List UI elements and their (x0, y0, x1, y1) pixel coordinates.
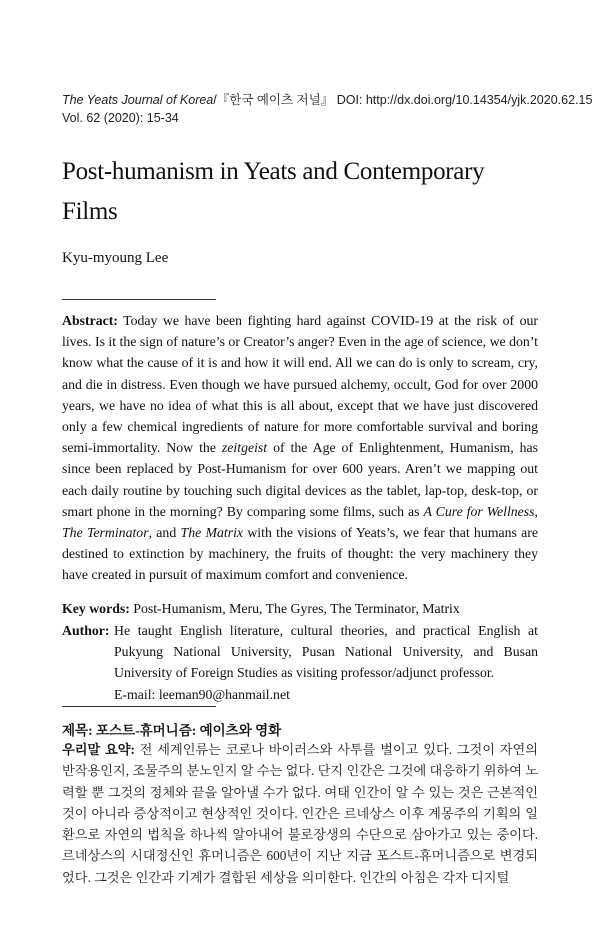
abstract-separator-1: , (534, 503, 538, 519)
author-email[interactable]: E-mail: leeman90@hanmail.net (114, 686, 290, 702)
author-name: Kyu-myoung Lee (62, 250, 169, 266)
journal-name: The Yeats Journal of Korea (62, 93, 214, 107)
divider (62, 299, 216, 300)
korean-summary-text: 전 세계인류는 코로나 바이러스와 사투를 벌이고 있다. 그것이 자연의 반작용인지, 조물주의 분노인지 알 수는 없다. 단지 인간은 그것에 대응하기 위하여 노력할 뿐 그것의 정체와 끝을 알아낼 수가 없다. 여태 인간이 알 수 있는 것은 근본적인 것이 아니라 증상적이고 현상적인 것이다. 인간은 르네상스 이후 계몽주의 기획의 일환으로 자연의 법칙을 하나씩 알아내어 불로장생의 수단으로 삼아가고 있는 중이다. 르네상스의 시대정신인 휴머니즘은 600년이 지난 지금 포스트-휴머니즘으로 변경되었다. 그것은 인간과 기계가 결합된 세상을 의미한다. 인간의 아침은 각자 디지털 (62, 742, 538, 885)
keywords (62, 598, 538, 619)
doi-link[interactable]: DOI: http://dx.doi.org/10.14354/yjk.2020.62.15 (333, 93, 593, 107)
abstract-text-1: Today we have been fighting hard against COVID-19 at the risk of our lives. Is it the sign of nature’s or Creator’s anger? Even in the age of science, we don’t know what the cause of it is and how it will end. All we can do is only to scream, cry, and die in distress. Even though we have pursued alchemy, occult, God for over 2000 years, we have no idea of what this is all about, except that we have just discovered only a few chemical ingredients of nature for more comfortable survival and boring semi-immortality. Now the (62, 313, 538, 456)
abstract-label: Abstract: (62, 313, 118, 328)
journal-citation-line (62, 91, 592, 109)
film-title-cure-for-wellness: A Cure for Wellness (423, 503, 535, 519)
divider (62, 706, 216, 707)
paper-title: Post-humanism in Yeats and Contemporary Films (62, 158, 485, 225)
korean-journal-name: /『한국 예이츠 저널』 (213, 93, 334, 107)
korean-title: 제목: 포스트-휴머니즘: 예이츠와 영화 (62, 723, 282, 738)
abstract-text-2: of the Age of Enlightenment, Humanism, has since been replaced by Post-Humanism for over 600 years. Aren’t we mapping out each daily routine by touching such digital devices as the tablet, lap-top, desk-top, or smart phone in the morning? By comparing some films, such as (62, 440, 538, 519)
keywords-label: Key words: (62, 601, 130, 616)
abstract-text-3: with the visions of Yeats’s, we fear that humans are destined to extinction by machinery, the fruits of thought: the very machinery they have created in pursuit of maximum comfort and convenience. (62, 525, 538, 583)
abstract-separator-2: , and (148, 525, 181, 541)
film-title-terminator: The Terminator (62, 525, 149, 541)
author-bio: He taught English literature, cultural theories, and practical English at Pukyung National University, Pusan National University, and Busan University of Foreign Studies as visiting professor/adjunct professor. (114, 623, 538, 681)
korean-summary-label: 우리말 요약: (62, 742, 135, 757)
author-info-label: Author: (62, 623, 110, 638)
film-title-matrix: The Matrix (180, 525, 244, 541)
korean-summary (62, 739, 538, 888)
abstract-zeitgeist: zeitgeist (221, 440, 268, 456)
journal-header (62, 91, 592, 127)
keywords-text: Post-Humanism, Meru, The Gyres, The Terminator, Matrix (129, 601, 460, 616)
abstract (62, 310, 538, 586)
volume-info: Vol. 62 (2020): 15-34 (62, 111, 179, 125)
